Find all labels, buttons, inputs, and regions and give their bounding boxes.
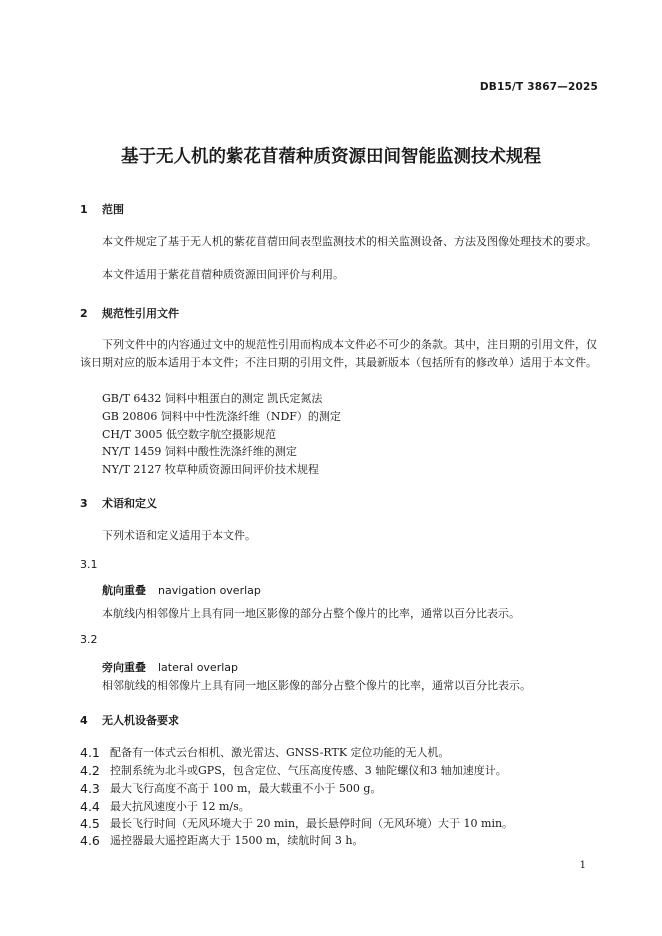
requirement-item xyxy=(80,762,507,778)
requirement-text: 控制系统为北斗或GPS，包含定位、气压高度传感、3 轴陀螺仪和3 轴加速度计。 xyxy=(110,764,507,777)
section-heading-terms xyxy=(80,495,157,511)
section-title: 无人机设备要求 xyxy=(102,714,179,727)
requirement-text: 遥控器最大遥控距离大于 1500 m，续航时间 3 h。 xyxy=(110,834,364,847)
requirement-item xyxy=(80,832,364,848)
scope-paragraph-2: 本文件适用于紫花苜蓿种质资源田间评价与利用。 xyxy=(102,268,344,281)
term-heading xyxy=(102,659,238,675)
reference-item: NY/T 2127 牧草种质资源田间评价技术规程 xyxy=(102,463,319,476)
section-number: 1 xyxy=(80,203,88,216)
section-heading-normative-references xyxy=(80,305,179,321)
section-title: 术语和定义 xyxy=(102,497,157,510)
section-title: 范围 xyxy=(102,203,124,216)
requirement-text: 配备有一体式云台相机、激光雷达、GNSS-RTK 定位功能的无人机。 xyxy=(110,746,450,759)
requirement-number: 4.6 xyxy=(80,833,100,848)
scope-paragraph-1: 本文件规定了基于无人机的紫花苜蓿田间表型监测技术的相关监测设备、方法及图像处理技术的要求。 xyxy=(102,235,597,248)
requirement-number: 4.3 xyxy=(80,781,100,796)
page-number: 1 xyxy=(579,860,586,871)
requirement-item xyxy=(80,744,450,760)
term-number: 3.1 xyxy=(80,558,98,571)
term-definition: 相邻航线的相邻像片上具有同一地区影像的部分占整个像片的比率，通常以百分比表示。 xyxy=(102,679,531,692)
term-english: navigation overlap xyxy=(158,584,261,597)
section-heading-scope xyxy=(80,201,124,217)
term-definition: 本航线内相邻像片上具有同一地区影像的部分占整个像片的比率，通常以百分比表示。 xyxy=(102,607,520,620)
requirement-number: 4.5 xyxy=(80,816,100,831)
requirement-item xyxy=(80,798,250,814)
requirement-number: 4.2 xyxy=(80,763,100,778)
term-chinese: 航向重叠 xyxy=(102,584,146,597)
requirement-number: 4.1 xyxy=(80,745,100,760)
references-paragraph: 下列文件中的内容通过文中的规范性引用而构成本文件必不可少的条款。其中，注日期的引用文件，仅该日期对应的版本适用于本文件；不注日期的引用文件，其最新版本（包括所有的修改单）适用于本文件。 xyxy=(80,338,597,369)
reference-item: NY/T 1459 饲料中酸性洗涤纤维的测定 xyxy=(102,445,297,458)
requirement-number: 4.4 xyxy=(80,799,100,814)
reference-item: GB 20806 饲料中中性洗涤纤维（NDF）的测定 xyxy=(102,410,341,423)
section-number: 3 xyxy=(80,497,88,510)
term-chinese: 旁向重叠 xyxy=(102,661,146,674)
section-number: 4 xyxy=(80,714,88,727)
section-title: 规范性引用文件 xyxy=(102,307,179,320)
requirement-item xyxy=(80,815,513,831)
document-title: 基于无人机的紫花苜蓿种质资源田间智能监测技术规程 xyxy=(121,147,541,167)
term-number: 3.2 xyxy=(80,633,98,646)
reference-item: GB/T 6432 饲料中粗蛋白的测定 凯氏定氮法 xyxy=(102,392,323,405)
requirement-text: 最长飞行时间（无风环境大于 20 min，最长悬停时间（无风环境）大于 10 min。 xyxy=(110,817,514,830)
document-number: DB15/T 3867—2025 xyxy=(479,81,598,93)
term-heading xyxy=(102,582,261,598)
requirement-item xyxy=(80,780,381,796)
term-english: lateral overlap xyxy=(158,661,239,674)
requirement-text: 最大飞行高度不高于 100 m，最大载重不小于 500 g。 xyxy=(110,782,382,795)
terms-intro-paragraph: 下列术语和定义适用于本文件。 xyxy=(102,529,256,542)
section-number: 2 xyxy=(80,307,88,320)
reference-item: CH/T 3005 低空数字航空摄影规范 xyxy=(102,428,277,441)
requirement-text: 最大抗风速度小于 12 m/s。 xyxy=(110,800,250,813)
section-heading-uav-requirements xyxy=(80,712,179,728)
